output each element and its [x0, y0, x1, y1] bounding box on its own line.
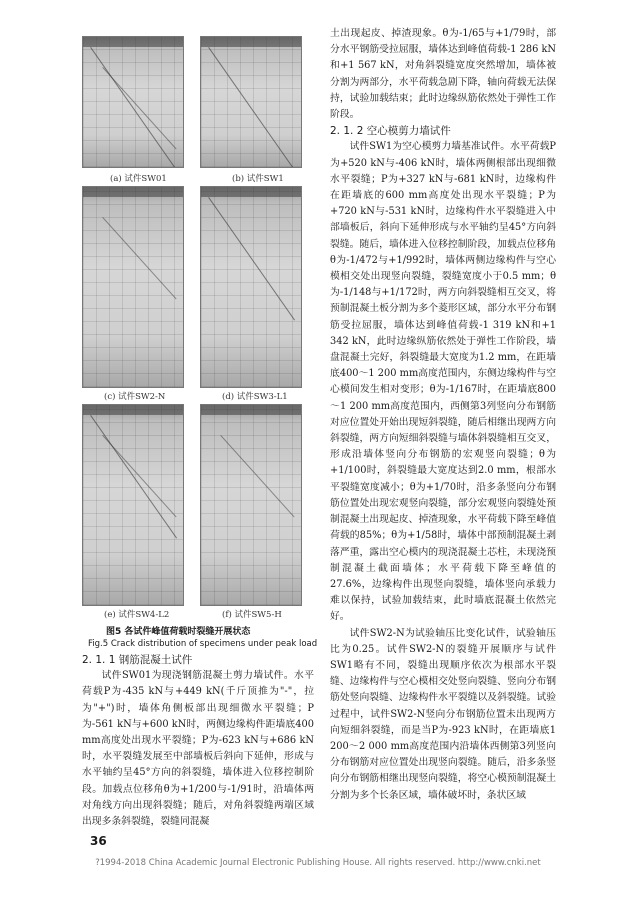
photo-sw5-h	[200, 404, 302, 606]
paragraph-sw01-cont: 土出现起皮、掉渣现象。θ为-1/65与+1/79时，部分水平钢筋受拉屈服，墙体达到峰值荷载-1 286 kN和+1 567 kN，对角斜裂缝宽度突然增加，墙体被分割为两部分，水平荷载急剧下降，轴向荷载无法保持，试验加载结束；此时边缘纵筋依然处于弹性工作阶段。	[330, 28, 556, 121]
photo-sw01	[82, 36, 184, 168]
caption-c: (c) 试件SW2-N	[104, 392, 166, 402]
paragraph-sw01: 试件SW01为现浇钢筋混凝土剪力墙试件。水平荷载P为-435 kN与+449 kN(千斤顶推为"-"，拉为"+")时，墙体角侧板部出现细微水平裂缝；P为-561 kN与+600 kN时，两侧边缘构件距墙底400 mm高度处出现水平裂缝；P为-623 kN与+686 kN时，水平裂缝发展至中部墙板后斜向下延伸，形成与水平轴约呈45°方向的斜裂缝，墙体进入位移控制阶段。加载点位移角θ为+1/200与-1/91时，沿墙体两对角线方向出现斜裂缝；随后，对角斜裂缝两端区域出现多条斜裂缝，裂缝同混凝	[82, 670, 314, 828]
photo-sw4-l2	[82, 404, 184, 606]
caption-e: (e) 试件SW4-L2	[104, 610, 170, 620]
footer-copyright: ?1994-2018 China Academic Journal Electronic Publishing House. All rights reserved. http://www.cnki.net	[95, 858, 541, 868]
paragraph-sw2-n: 试件SW2-N为试验轴压比变化试件，试验轴压比为0.25。试件SW2-N的裂缝开展顺序与试件SW1略有不同，裂缝出现顺序依次为根部水平裂缝、边缘构件与空心模相交处竖向裂缝、竖向分布钢筋处竖向裂缝、边缘构件水平裂缝以及斜裂缝。试验过程中，试件SW2-N竖向分布钢筋位置未出现两方向短细斜裂缝，而是当P为-923 kN时，在距墙底1 200～2 000 mm高度范围内沿墙体西侧第3列竖向分布钢筋对应位置处出现竖向裂缝。随后，沿多条竖向分布钢筋相继出现竖向裂缝，将空心模预制混凝土分割为多个长条区域，墙体破坏时，条状区域	[330, 627, 556, 801]
photo-sw3-l1	[200, 186, 302, 388]
section-heading-2-1-1: 2. 1. 1 钢筋混凝土试件	[82, 654, 193, 666]
photo-sw1	[200, 36, 302, 168]
paragraph-sw1: 试件SW1为空心模剪力墙基准试件。水平荷载P为+520 kN与-406 kN时，墙体两侧根部出现细微水平裂缝；P为+327 kN与-681 kN时，边缘构件在距墙底的600 mm高度处出现水平裂缝；P为+720 kN与-531 kN时，边缘构件水平裂缝进入中部墙板后，斜向下延伸形成与水平轴约呈45°方向斜裂缝。随后，墙体进入位移控制阶段，加载点位移角θ为-1/472与+1/992时，墙体两侧边缘构件与空心模相交处出现竖向裂缝，裂缝宽度小于0.5 mm；θ为-1/148与+1/172时，两方向斜裂缝相互交叉，将预制混凝土板分割为多个菱形区域，部分水平分布钢筋受拉屈服，墙体达到峰值荷载-1 319 kN和+1 342 kN，此时边缘纵筋依然处于弹性工作阶段，墙盘混凝土完好，斜裂缝最大宽度为1.2 mm，在距墙底400～1 200 mm高度范围内，东侧边缘构件与空心模间发生相对变形；θ为-1/167时，在距墙底800～1 200 mm高度范围内，西侧第3列竖向分布钢筋对应位置处开始出现短斜裂缝，随后相继出现两方向斜裂缝，两方向短细斜裂缝与墙体斜裂缝相互交叉，形成沿墙体竖向分布钢筋的宏观竖向裂缝；θ为+1/100时，斜裂缝最大宽度达到2.0 mm，根部水平裂缝宽度减小；θ为+1/70时，沿多条竖向分布钢筋位置处出现宏观竖向裂缝，部分宏观竖向裂缝处预制混凝土出现起皮、掉渣现象，水平荷载下降至峰值荷载的85%；θ为+1/58时，墙体中部预制混凝土剥落严重，露出空心模内的现浇混凝土芯柱，未现浇预制混凝土截面墙体；水平荷载下降至峰值的27.6%，边缘构件出现竖向裂缝，墙体竖向承载力难以保持，试验加载结束，此时墙底混凝土依然完好。	[330, 141, 556, 623]
caption-d: (d) 试件SW3-L1	[222, 392, 288, 402]
figure-title-en: Fig.5 Crack distribution of specimens under peak load	[88, 639, 318, 649]
figure-title-cn: 图5 各试件峰值荷载时裂缝开展状态	[106, 627, 251, 637]
left-column	[82, 652, 314, 830]
caption-b: (b) 试件SW1	[232, 174, 284, 184]
caption-a: (a) 试件SW01	[110, 174, 167, 184]
right-column	[330, 26, 556, 804]
photo-sw2-n	[82, 186, 184, 388]
caption-f: (f) 试件SW5-H	[222, 610, 282, 620]
section-heading-2-1-2: 2. 1. 2 空心模剪力墙试件	[330, 125, 451, 138]
page-number: 36	[90, 834, 107, 848]
